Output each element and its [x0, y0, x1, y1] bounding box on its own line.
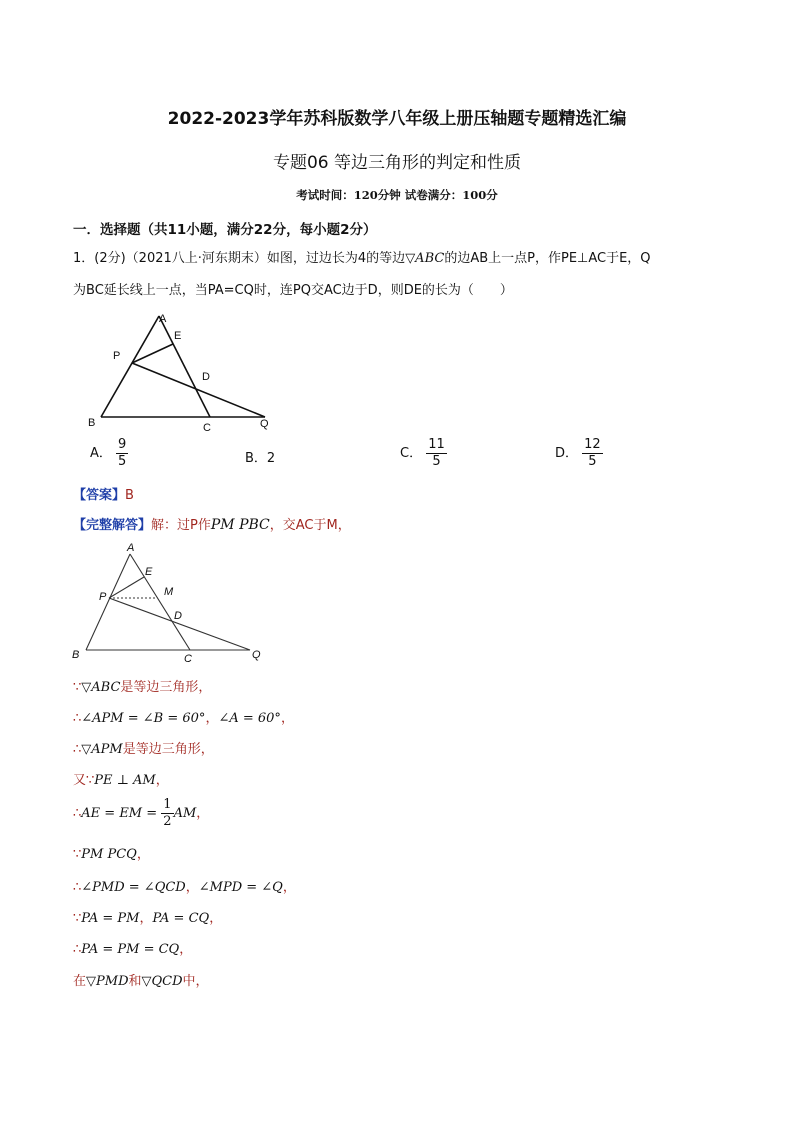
question-text-b: 的边AB上一点P，作PE⊥AC于E，Q	[444, 251, 651, 266]
step-6-math: PM PCQ	[81, 847, 137, 862]
step-4-post: ，	[155, 773, 169, 788]
step-4-pre: 又∵	[73, 773, 95, 788]
solution-figure	[70, 540, 270, 670]
label-c: C	[203, 422, 211, 434]
label-p: P	[113, 350, 121, 362]
solution-intro-end: ，交AC于M，	[269, 518, 351, 533]
step-8-post2: ，	[209, 911, 223, 926]
step-8	[73, 907, 222, 926]
option-b[interactable]	[245, 447, 275, 466]
step-2-post2: ，	[280, 711, 294, 726]
option-c-letter: C．	[400, 446, 423, 461]
step-5-pre: ∴	[73, 806, 82, 821]
option-c[interactable]	[400, 437, 447, 470]
label-q: Q	[260, 418, 269, 430]
step-1-math: ▽ABC	[81, 680, 121, 695]
step-2-pre: ∴	[73, 711, 82, 726]
section-heading: 一．选择题（共11小题，满分22分，每小题2分）	[73, 222, 377, 238]
step-2-math2: ∠A = 60°	[218, 711, 281, 726]
option-c-fraction	[426, 437, 447, 470]
solution-intro-text: 解：过P作	[151, 518, 211, 533]
question-text-a: 1．(2分)（2021八上·河东期末）如图，过边长为4的等边	[73, 251, 406, 266]
step-6-pre: ∵	[73, 847, 82, 862]
solution-tag: 【完整解答】	[73, 518, 152, 533]
option-b-letter: B．	[245, 451, 267, 466]
step-8-math: PA = PM	[81, 911, 140, 926]
step-7-math2: ∠MPD = ∠Q	[198, 880, 283, 895]
step-5-math-after: AM	[173, 806, 197, 821]
segment-pq-2	[109, 598, 250, 650]
step-3-pre: ∴	[73, 742, 82, 757]
step-8-post: ，	[139, 911, 153, 926]
step-5	[73, 797, 209, 830]
label-b: B	[88, 417, 96, 429]
answer-value: B	[125, 488, 134, 503]
label2-e: E	[145, 566, 153, 578]
step-7-pre: ∴	[73, 880, 82, 895]
question-triangle: ▽ABC	[405, 251, 445, 266]
solution-intro	[73, 514, 351, 533]
step-5-fraction	[161, 797, 173, 830]
step-10	[73, 970, 209, 989]
step-3-post: 是等边三角形，	[122, 742, 214, 757]
label2-d: D	[174, 610, 182, 622]
step-10-math2: ▽QCD	[141, 974, 183, 989]
option-a-fraction	[116, 437, 128, 470]
step-9-math: PA = PM = CQ	[81, 942, 180, 957]
step-5-math: AE = EM =	[81, 806, 158, 821]
option-d-num: 12	[584, 437, 601, 452]
segment-ac	[159, 316, 210, 417]
step-7	[73, 876, 296, 895]
step-4-math: PE ⊥ AM	[94, 773, 156, 788]
answer-line	[73, 484, 134, 503]
option-d[interactable]	[555, 437, 603, 470]
question-line-2: 为BC延长线上一点，当PA=CQ时，连PQ交AC边于D，则DE的长为（ ）	[73, 283, 513, 298]
step-3-math: ▽APM	[81, 742, 123, 757]
label2-q: Q	[252, 649, 261, 661]
step-10-pre: 在	[73, 974, 87, 989]
step-3	[73, 738, 214, 757]
step-2-math: ∠APM = ∠B = 60°	[81, 711, 206, 726]
step-5-post: ，	[196, 806, 210, 821]
segment-ac-2	[130, 554, 190, 650]
option-a-num: 9	[118, 437, 127, 452]
step-7-post: ，	[185, 880, 199, 895]
label2-b: B	[72, 649, 80, 661]
page-title: 2022-2023学年苏科版数学八年级上册压轴题专题精选汇编	[167, 109, 627, 129]
step-1-pre: ∵	[73, 680, 82, 695]
step-10-post2: 中，	[182, 974, 209, 989]
label-e: E	[174, 330, 182, 342]
step-8-pre: ∵	[73, 911, 82, 926]
option-b-value: 2	[266, 451, 276, 466]
option-d-den: 5	[588, 454, 597, 469]
step-9-post: ，	[179, 942, 193, 957]
step-5-den: 2	[163, 814, 172, 829]
label2-p: P	[99, 591, 107, 603]
segment-pq	[132, 363, 265, 417]
segment-ab-2	[86, 554, 130, 650]
option-d-fraction	[582, 437, 603, 470]
step-1-post: 是等边三角形，	[120, 680, 212, 695]
option-c-num: 11	[428, 437, 445, 452]
exam-info: 考试时间：120分钟 试卷满分：100分	[296, 188, 498, 202]
step-6-post: ，	[136, 847, 150, 862]
option-d-letter: D．	[555, 446, 579, 461]
step-10-math: ▽PMD	[86, 974, 129, 989]
step-4	[73, 769, 169, 788]
step-9-pre: ∴	[73, 942, 82, 957]
answer-tag: 【答案】	[73, 488, 126, 503]
step-10-post: 和	[128, 974, 142, 989]
step-2	[73, 707, 294, 726]
question-figure	[82, 308, 282, 438]
question-line-1	[73, 244, 651, 274]
label2-m: M	[164, 586, 174, 598]
label-d: D	[202, 371, 210, 383]
step-2-post: ，	[205, 711, 219, 726]
step-9	[73, 938, 192, 957]
step-8-math2: PA = CQ	[152, 911, 210, 926]
step-6	[73, 843, 150, 862]
step-7-post2: ，	[282, 880, 296, 895]
step-1	[73, 676, 211, 695]
option-c-den: 5	[432, 454, 441, 469]
option-a[interactable]	[90, 437, 128, 470]
page-subtitle: 专题06 等边三角形的判定和性质	[272, 153, 522, 173]
step-7-math: ∠PMD = ∠QCD	[81, 880, 186, 895]
label-a: A	[159, 313, 167, 325]
label2-c: C	[184, 653, 192, 665]
option-a-letter: A．	[90, 446, 112, 461]
solution-intro-math: PM PBC	[210, 517, 270, 533]
step-5-num: 1	[163, 797, 172, 812]
option-a-den: 5	[118, 454, 127, 469]
label2-a: A	[127, 542, 135, 554]
segment-ab	[101, 316, 159, 417]
